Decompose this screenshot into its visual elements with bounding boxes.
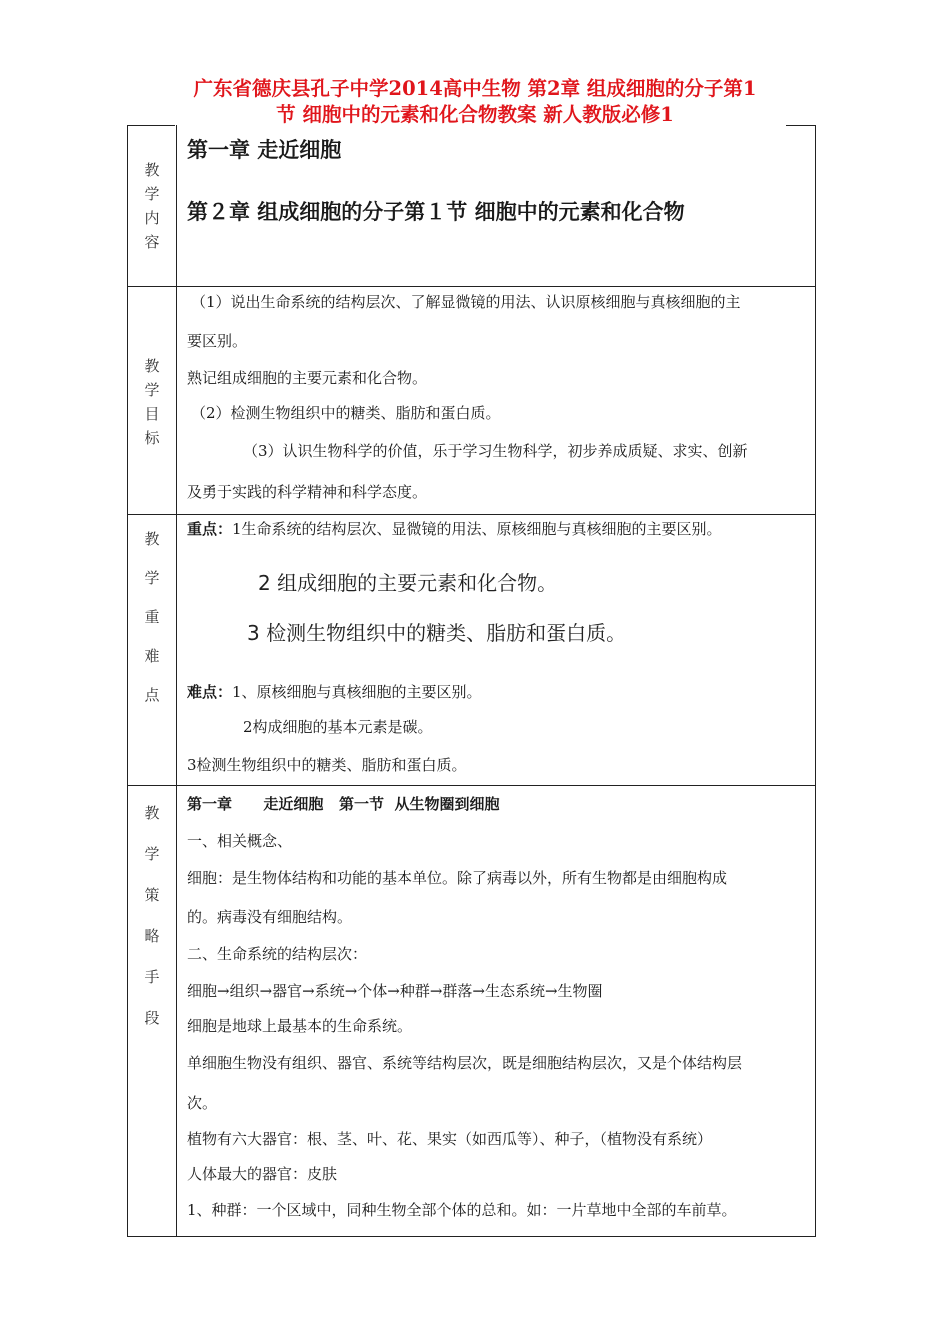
difficulty-line bbox=[187, 682, 482, 702]
row-label-goals: 教 学 目 标 bbox=[144, 357, 160, 447]
table-top-border-left bbox=[127, 125, 175, 126]
key-point-line bbox=[187, 519, 722, 539]
strategy-line: 二、生命系统的结构层次： bbox=[187, 945, 368, 963]
key-point-text: 1生命系统的结构层次、显微镜的用法、原核细胞与真核细胞的主要区别。 bbox=[232, 520, 722, 538]
goal-line: （1）说出生命系统的结构层次、了解显微镜的用法、认识原核细胞与真核细胞的主 bbox=[191, 293, 741, 311]
difficulty-text: 1、原核细胞与真核细胞的主要区别。 bbox=[232, 683, 482, 701]
strategy-line: 1、种群：一个区域中，同种生物全部个体的总和。如：一片草地中全部的车前草。 bbox=[187, 1201, 737, 1219]
strategy-line: 单细胞生物没有组织、器官、系统等结构层次，既是细胞结构层次，又是个体结构层 bbox=[187, 1054, 743, 1072]
strategy-line: 的。病毒没有细胞结构。 bbox=[187, 908, 353, 926]
table-right-border bbox=[815, 125, 816, 1237]
strategy-line: 细胞是地球上最基本的生命系统。 bbox=[187, 1017, 413, 1035]
row-divider-3 bbox=[127, 785, 816, 786]
table-top-border-right bbox=[786, 125, 816, 126]
chapter-heading: 第一章 走近细胞 bbox=[187, 138, 342, 162]
difficulty-2: 2构成细胞的基本元素是碳。 bbox=[243, 718, 433, 736]
row-label-keypoints: 教 学 重 难 点 bbox=[144, 530, 160, 704]
strategy-line: 细胞→组织→器官→系统→个体→种群→群落→生态系统→生物圈 bbox=[187, 982, 603, 1000]
strategy-line: 植物有六大器官：根、茎、叶、花、果实（如西瓜等）、种子，（植物没有系统） bbox=[187, 1130, 713, 1148]
key-point-3: 3 检测生物组织中的糖类、脂肪和蛋白质。 bbox=[247, 621, 627, 645]
row-label-content: 教 学 内 容 bbox=[144, 161, 160, 251]
goal-line: 熟记组成细胞的主要元素和化合物。 bbox=[187, 369, 428, 387]
strategy-line: 细胞：是生物体结构和功能的基本单位。除了病毒以外，所有生物都是由细胞构成 bbox=[187, 869, 728, 887]
key-point-prefix: 重点： bbox=[187, 520, 233, 538]
title-line-1: 广东省德庆县孔子中学2014高中生物 第2章 组成细胞的分子第1 bbox=[193, 77, 757, 100]
document-title bbox=[130, 76, 820, 128]
goal-line: （2）检测生物组织中的糖类、脂肪和蛋白质。 bbox=[191, 404, 501, 422]
difficulty-3: 3检测生物组织中的糖类、脂肪和蛋白质。 bbox=[187, 756, 467, 774]
section-heading: 第２章 组成细胞的分子第１节 细胞中的元素和化合物 bbox=[187, 200, 685, 224]
column-divider bbox=[176, 125, 177, 1237]
goal-line: 要区别。 bbox=[187, 332, 248, 350]
row-divider-2 bbox=[127, 514, 816, 515]
difficulty-prefix: 难点： bbox=[187, 683, 233, 701]
goal-line: （3）认识生物科学的价值，乐于学习生物科学，初步养成质疑、求实、创新 bbox=[243, 442, 748, 460]
strategy-heading: 第一章 走近细胞 第一节 从生物圈到细胞 bbox=[187, 795, 500, 813]
title-line-2: 节 细胞中的元素和化合物教案 新人教版必修1 bbox=[276, 103, 674, 126]
strategy-line: 次。 bbox=[187, 1094, 218, 1112]
goal-line: 及勇于实践的科学精神和科学态度。 bbox=[187, 483, 428, 501]
table-bottom-border bbox=[127, 1236, 816, 1237]
strategy-line: 人体最大的器官：皮肤 bbox=[187, 1165, 338, 1183]
strategy-line: 一、相关概念、 bbox=[187, 832, 293, 850]
row-label-strategy: 教 学 策 略 手 段 bbox=[144, 804, 160, 1027]
key-point-2: 2 组成细胞的主要元素和化合物。 bbox=[258, 571, 558, 595]
row-divider-1 bbox=[127, 286, 816, 287]
